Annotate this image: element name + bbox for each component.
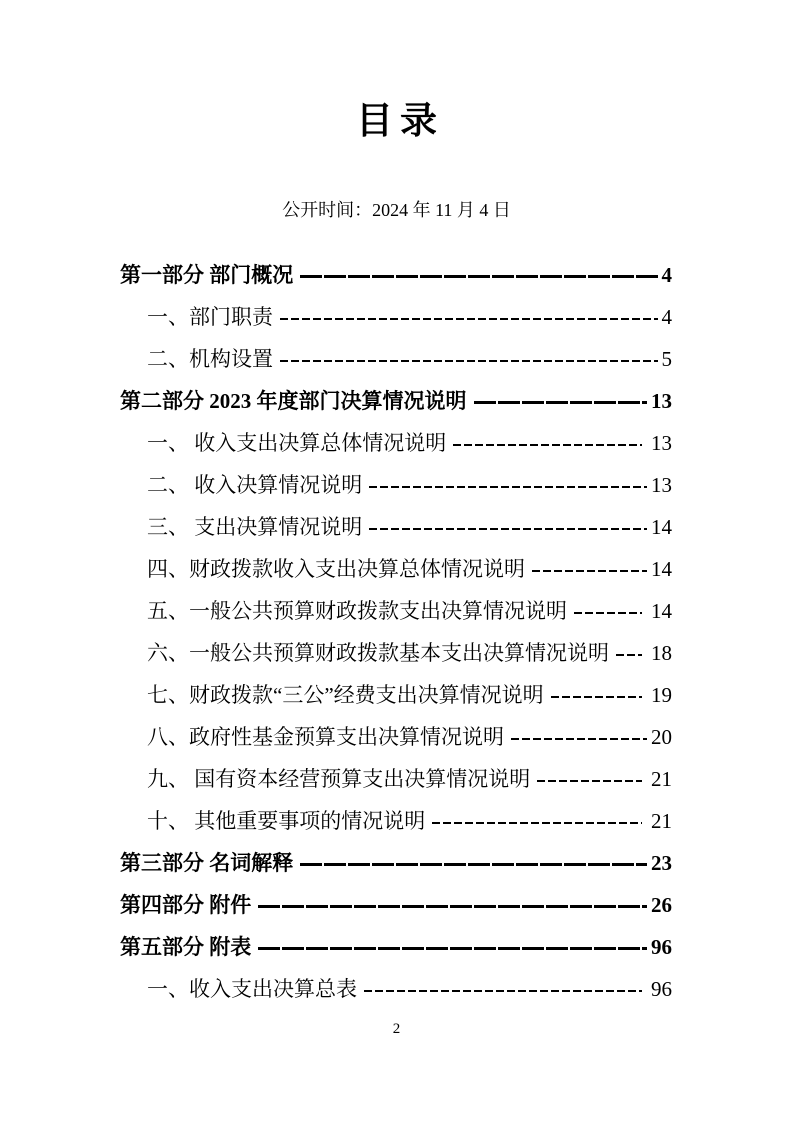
- toc-entry-label: 一、 收入支出决算总体情况说明: [147, 430, 447, 455]
- toc-leader-line: [616, 654, 642, 656]
- toc-entry-page: 20: [651, 724, 672, 749]
- toc-entry: [120, 380, 672, 422]
- footer-page-number: 2: [392, 1021, 401, 1037]
- toc-entry-label: 九、 国有资本经营预算支出决算情况说明: [147, 766, 531, 791]
- toc-entry-label: 七、财政拨款“三公”经费支出决算情况说明: [147, 682, 544, 707]
- toc-entry-label: 一、部门职责: [147, 304, 273, 329]
- toc-leader-line: [369, 486, 647, 488]
- toc-entry-label: 八、政府性基金预算支出决算情况说明: [147, 724, 504, 749]
- toc-entry-label: 四、财政拨款收入支出决算总体情况说明: [147, 556, 525, 581]
- toc-entry-page: 21: [645, 808, 672, 833]
- toc-leader-line: [532, 570, 647, 572]
- toc-entry-page: 19: [645, 682, 672, 707]
- toc-leader-line: [258, 905, 647, 908]
- toc-entry: [120, 506, 672, 548]
- toc-entry-label: 第二部分 2023 年度部门决算情况说明: [120, 388, 467, 413]
- toc-entry-label: 第五部分 附表: [120, 934, 252, 959]
- toc-entry: [120, 926, 672, 968]
- toc-entry: [120, 254, 672, 296]
- toc-entry-label: 第四部分 附件: [120, 892, 252, 917]
- toc-entry-page: 14: [651, 514, 672, 539]
- toc-leader-line: [432, 822, 642, 824]
- toc-entry-page: 4: [661, 262, 672, 287]
- toc-entry: [120, 758, 672, 800]
- toc-entry: [120, 632, 672, 674]
- toc-leader-line: [474, 401, 648, 404]
- toc-leader-line: [280, 360, 658, 362]
- toc-entry: [120, 884, 672, 926]
- toc-entry: [120, 716, 672, 758]
- toc-entry-label: 第三部分 名词解释: [120, 850, 294, 875]
- toc-leader-line: [537, 780, 642, 782]
- toc-leader-line: [369, 528, 647, 530]
- toc-leader-line: [574, 612, 642, 614]
- page-title: 目录: [356, 100, 444, 141]
- toc-entry: [120, 296, 672, 338]
- toc-entry-page: 4: [661, 304, 672, 329]
- toc-entry-page: 23: [651, 850, 672, 875]
- toc-leader-line: [364, 990, 642, 992]
- toc-leader-line: [511, 738, 647, 740]
- toc-entry-label: 二、 收入决算情况说明: [147, 472, 363, 497]
- toc-entry-label: 十、 其他重要事项的情况说明: [147, 808, 426, 833]
- toc-entry-label: 六、一般公共预算财政拨款基本支出决算情况说明: [147, 640, 609, 665]
- toc-entry: [120, 968, 672, 1010]
- toc-entry: [120, 842, 672, 884]
- toc-leader-line: [300, 863, 647, 866]
- toc-entry: [120, 800, 672, 842]
- toc-entry-label: 二、机构设置: [147, 346, 273, 371]
- toc-entry: [120, 422, 672, 464]
- toc-leader-line: [551, 696, 642, 698]
- toc-entry: [120, 464, 672, 506]
- toc-leader-line: [300, 275, 657, 278]
- toc-entry-page: 14: [651, 556, 672, 581]
- toc-entry-page: 26: [651, 892, 672, 917]
- toc-entry: [120, 674, 672, 716]
- toc-entry: [120, 590, 672, 632]
- toc-entry-page: 96: [651, 934, 672, 959]
- toc-entry-page: 14: [645, 598, 672, 623]
- toc-leader-line: [258, 947, 647, 950]
- toc-entry-label: 一、收入支出决算总表: [147, 976, 357, 1001]
- toc-entry-page: 18: [645, 640, 672, 665]
- toc-list: [0, 254, 793, 1010]
- publish-time-line: 公开时间：2024 年 11 月 4 日: [282, 200, 511, 221]
- toc-entry-page: 13: [651, 388, 672, 413]
- toc-entry-page: 5: [661, 346, 672, 371]
- toc-entry-page: 13: [651, 472, 672, 497]
- toc-entry: [120, 548, 672, 590]
- toc-leader-line: [280, 318, 658, 320]
- toc-entry-label: 第一部分 部门概况: [120, 262, 294, 287]
- toc-entry: [120, 338, 672, 380]
- toc-entry-page: 96: [645, 976, 672, 1001]
- toc-entry-page: 13: [645, 430, 672, 455]
- toc-leader-line: [453, 444, 642, 446]
- toc-entry-label: 五、一般公共预算财政拨款支出决算情况说明: [147, 598, 567, 623]
- toc-entry-label: 三、 支出决算情况说明: [147, 514, 363, 539]
- toc-entry-page: 21: [645, 766, 672, 791]
